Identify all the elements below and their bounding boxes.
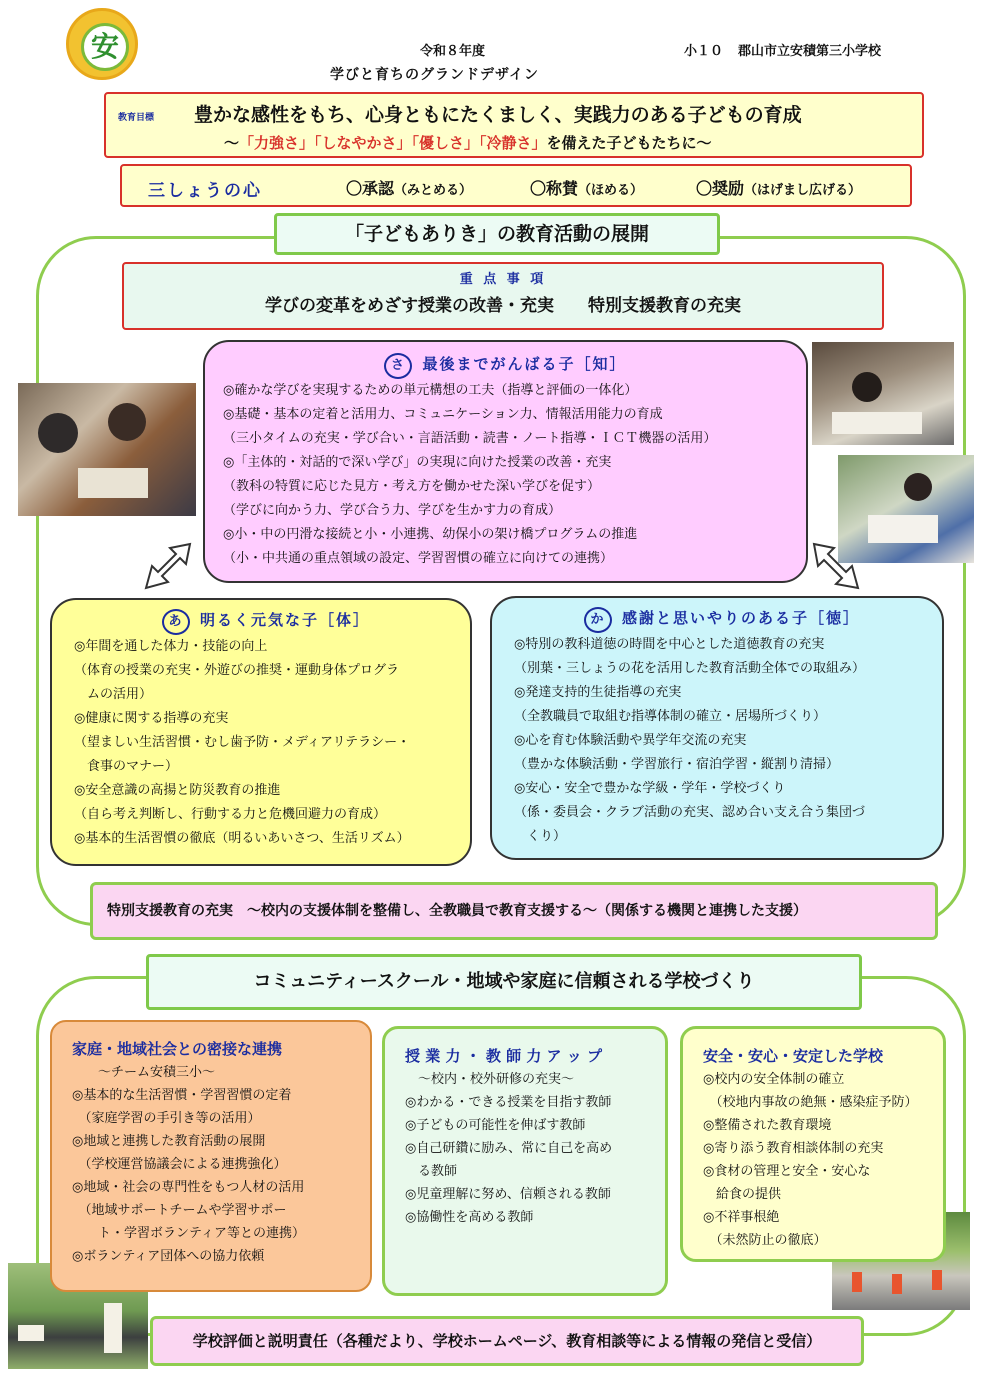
special-support-bar: 特別支援教育の充実 ～校内の支援体制を整備し、全教職員で教育支援する～（関係する機関と連携した支援） bbox=[90, 882, 938, 940]
goal-sub-suffix: を備えた子どもたちに～ bbox=[546, 134, 712, 152]
safety-line: （校地内事故の絶無・感染症予防） bbox=[703, 1095, 918, 1110]
juten-box bbox=[122, 262, 884, 330]
sansho-item-1 bbox=[346, 176, 472, 199]
year-label: 令和８年度 bbox=[420, 44, 486, 59]
juten-text: 学びの変革をめざす授業の改善・充実 特別支援教育の充実 bbox=[265, 296, 741, 316]
teacher-line: ◎子どもの可能性を伸ばす教師 bbox=[405, 1118, 586, 1133]
card-toku-title bbox=[514, 606, 930, 633]
card-tai-line: （望ましい生活習慣・むし歯予防・メディアリテラシー・ bbox=[74, 735, 411, 750]
card-chi-line: （教科の特質に応じた見方・考え方を働かせた深い学びを促す） bbox=[223, 479, 601, 494]
teacher-title: 授 業 力 ・ 教 師 力 ア ッ プ bbox=[405, 1047, 603, 1065]
family-column bbox=[50, 1020, 372, 1292]
sansho-box bbox=[120, 164, 912, 207]
safety-line: （未然防止の徹底） bbox=[703, 1233, 827, 1248]
teacher-line: ◎協働性を高める教師 bbox=[405, 1210, 534, 1225]
goal-sub-red: 「力強さ」「しなやかさ」「優しさ」「冷静さ」 bbox=[239, 134, 547, 152]
card-toku-title-text: 感謝と思いやりのある子［徳］ bbox=[621, 609, 860, 627]
classroom-photo-1 bbox=[18, 383, 196, 516]
logo-char: 安 bbox=[81, 23, 129, 71]
safety-line: ◎整備された教育環境 bbox=[703, 1118, 832, 1133]
teacher-line: ～校内・校外研修の充実～ bbox=[405, 1072, 575, 1087]
card-tai bbox=[50, 598, 472, 866]
school-name: 郡山市立安積第三小学校 bbox=[738, 44, 882, 59]
card-tai-title bbox=[74, 608, 458, 635]
safety-line: ◎食材の管理と安全・安心な bbox=[703, 1164, 871, 1179]
family-line: （学校運営協議会による連携強化） bbox=[72, 1157, 287, 1172]
card-tai-line: （体育の授業の充実・外遊びの推奨・運動身体プログラ bbox=[74, 663, 400, 678]
sansho-item-3 bbox=[696, 176, 861, 199]
sansho-item-2-note: （ほめる） bbox=[578, 183, 644, 198]
badge-a-icon: あ bbox=[162, 609, 190, 635]
safety-line: 給食の提供 bbox=[703, 1187, 782, 1202]
sansho-title: 三しょうの心 bbox=[148, 181, 262, 201]
card-toku-line: ◎発達支持的生徒指導の充実 bbox=[514, 685, 682, 700]
family-line: ◎基本的な生活習慣・学習習慣の定着 bbox=[72, 1088, 292, 1103]
sansho-item-1-note: （みとめる） bbox=[394, 183, 473, 198]
family-line: ◎ボランティア団体への協力依頼 bbox=[72, 1249, 265, 1264]
safety-line: ◎校内の安全体制の確立 bbox=[703, 1072, 845, 1087]
card-toku-line: （全教職員で取組む指導体制の確立・居場所づくり） bbox=[514, 709, 827, 724]
card-toku-line: ◎安心・安全で豊かな学級・学年・学校づくり bbox=[514, 781, 786, 796]
education-goal-box bbox=[104, 92, 924, 158]
family-line: （地域サポートチームや学習サポー bbox=[72, 1203, 287, 1218]
card-toku-line: （豊かな体験活動・学習旅行・宿泊学習・縦割り清掃） bbox=[514, 757, 840, 772]
card-chi-line: ◎小・中の円滑な接続と小・小連携、幼保小の架け橋プログラムの推進 bbox=[223, 527, 638, 542]
card-tai-line: ムの活用） bbox=[74, 687, 153, 702]
family-line: ～チーム安積三小～ bbox=[72, 1065, 216, 1080]
sansho-item-2-mark: 〇称賛 bbox=[530, 179, 579, 198]
sansho-item-2 bbox=[530, 176, 643, 199]
card-chi-line: ◎確かな学びを実現するための単元構想の工夫（指導と評価の一体化） bbox=[223, 383, 638, 398]
safety-line: ◎寄り添う教育相談体制の充実 bbox=[703, 1141, 884, 1156]
safety-column bbox=[680, 1026, 946, 1262]
card-chi-line: （三小タイムの充実・学び合い・言語活動・読書・ノート指導・ＩＣＴ機器の活用） bbox=[223, 431, 717, 446]
school-logo bbox=[66, 8, 138, 80]
family-line: ◎地域・社会の専門性をもつ人材の活用 bbox=[72, 1180, 305, 1195]
badge-sa-icon: さ bbox=[384, 353, 412, 379]
card-chi-line: ◎「主体的・対話的で深い学び」の実現に向けた授業の改善・充実 bbox=[223, 455, 612, 470]
goal-label: 教育目標 bbox=[118, 113, 155, 123]
double-arrow-right-icon bbox=[810, 540, 862, 592]
family-line: ト・学習ボランティア等との連携） bbox=[72, 1226, 305, 1241]
teacher-column bbox=[382, 1026, 668, 1296]
card-chi-title-text: 最後までがんばる子［知］ bbox=[422, 355, 627, 373]
card-chi-line: （学びに向かう力、学び合う力、学びを生かす力の育成） bbox=[223, 503, 562, 518]
juten-label: 重 点 事 項 bbox=[459, 272, 547, 287]
card-chi-title bbox=[223, 352, 788, 379]
sansho-item-3-note: （はげまし広げる） bbox=[744, 183, 862, 198]
goal-sub bbox=[224, 132, 712, 153]
card-chi-line: ◎基礎・基本の定着と活用力、コミュニケーション力、情報活用能力の育成 bbox=[223, 407, 663, 422]
school-code: 小１０ bbox=[684, 44, 724, 59]
family-title: 家庭・地域社会との密接な連携 bbox=[72, 1040, 283, 1058]
card-tai-line: ◎基本的生活習慣の徹底（明るいあいさつ、生活リズム） bbox=[74, 831, 410, 846]
development-tab: 「子どもありき」の教育活動の展開 bbox=[274, 213, 720, 255]
double-arrow-left-icon bbox=[142, 540, 194, 592]
card-toku-line: ◎心を育む体験活動や異学年交流の充実 bbox=[514, 733, 747, 748]
teacher-line: る教師 bbox=[405, 1164, 458, 1179]
card-toku-line: くり） bbox=[514, 829, 567, 844]
card-toku-line: （別葉・三しょうの花を活用した教育活動全体での取組み） bbox=[514, 661, 866, 676]
family-line: （家庭学習の手引き等の活用） bbox=[72, 1111, 261, 1126]
card-tai-title-text: 明るく元気な子［体］ bbox=[199, 611, 370, 629]
sansho-item-1-mark: 〇承認 bbox=[346, 179, 395, 198]
evaluation-bar: 学校評価と説明責任（各種だより、学校ホームページ、教育相談等による情報の発信と受信） bbox=[150, 1316, 864, 1366]
teacher-line: ◎自己研鑽に励み、常に自己を高め bbox=[405, 1141, 613, 1156]
goal-main: 豊かな感性をもち、心身ともにたくましく、実践力のある子どもの育成 bbox=[194, 104, 802, 126]
card-toku bbox=[490, 596, 944, 860]
page-subtitle: 学びと育ちのグランドデザイン bbox=[330, 67, 540, 83]
card-chi bbox=[203, 340, 808, 583]
badge-ka-icon: か bbox=[584, 607, 612, 633]
card-tai-line: ◎年間を通した体力・技能の向上 bbox=[74, 639, 268, 654]
teacher-line: ◎わかる・できる授業を目指す教師 bbox=[405, 1095, 612, 1110]
card-tai-line: 食事のマナー） bbox=[74, 759, 179, 774]
card-toku-line: ◎特別の教科道徳の時間を中心とした道徳教育の充実 bbox=[514, 637, 825, 652]
card-toku-line: （係・委員会・クラブ活動の充実、認め合い支え合う集団づ bbox=[514, 805, 866, 820]
goal-sub-prefix: ～ bbox=[224, 134, 240, 152]
safety-title: 安全・安心・安定した学校 bbox=[703, 1047, 884, 1065]
teacher-line: ◎児童理解に努め、信頼される教師 bbox=[405, 1187, 611, 1202]
card-tai-line: ◎安全意識の高揚と防災教育の推進 bbox=[74, 783, 281, 798]
card-tai-line: ◎健康に関する指導の充実 bbox=[74, 711, 229, 726]
sansho-item-3-mark: 〇奨励 bbox=[696, 179, 745, 198]
card-tai-line: （自ら考え判断し、行動する力と危機回避力の育成） bbox=[74, 807, 387, 822]
family-line: ◎地域と連携した教育活動の展開 bbox=[72, 1134, 266, 1149]
card-chi-line: （小・中共通の重点領域の設定、学習習慣の確立に向けての連携） bbox=[223, 551, 614, 566]
classroom-photo-2 bbox=[812, 342, 954, 445]
safety-line: ◎不祥事根絶 bbox=[703, 1210, 780, 1225]
community-tab: コミュニティースクール・地域や家庭に信頼される学校づくり bbox=[146, 954, 862, 1010]
